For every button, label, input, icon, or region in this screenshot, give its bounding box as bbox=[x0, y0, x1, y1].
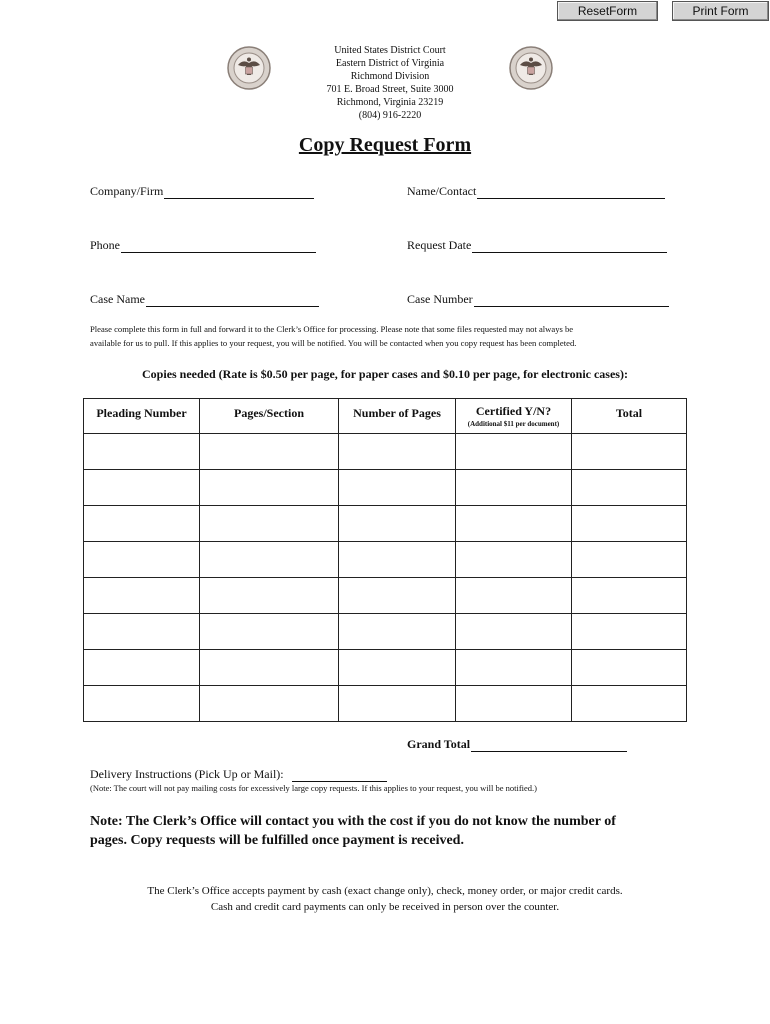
certified-cell[interactable] bbox=[456, 506, 572, 542]
certified-cell[interactable] bbox=[456, 686, 572, 722]
delivery-field[interactable] bbox=[90, 767, 387, 782]
certified-cell[interactable] bbox=[456, 650, 572, 686]
phone-field[interactable] bbox=[90, 238, 316, 253]
case-number-input-line[interactable] bbox=[474, 294, 669, 307]
instructions-line: Please complete this form in full and forward it to the Clerk’s Office for processing. Please note that some files requested may not always be bbox=[90, 324, 574, 334]
pleading-number-cell[interactable] bbox=[84, 650, 200, 686]
company-field[interactable] bbox=[90, 184, 314, 199]
number-of-pages-cell[interactable] bbox=[339, 686, 456, 722]
court-header bbox=[280, 44, 500, 122]
certified-cell[interactable] bbox=[456, 434, 572, 470]
copy-request-table bbox=[83, 398, 687, 722]
certified-fee-note: (Additional $11 per document) bbox=[467, 420, 560, 428]
print-form-button[interactable]: Print Form bbox=[672, 1, 769, 21]
pages-section-cell[interactable] bbox=[200, 614, 339, 650]
certified-cell[interactable] bbox=[456, 470, 572, 506]
request-date-input-line[interactable] bbox=[472, 240, 667, 253]
header-line: United States District Court bbox=[334, 45, 446, 56]
table-row bbox=[84, 578, 687, 614]
column-header: Total bbox=[572, 399, 687, 434]
request-date-label: Request Date bbox=[407, 238, 472, 252]
number-of-pages-cell[interactable] bbox=[339, 650, 456, 686]
header-line: Richmond, Virginia 23219 bbox=[336, 97, 444, 108]
table-row bbox=[84, 650, 687, 686]
payment-info bbox=[0, 883, 770, 915]
table-row bbox=[84, 614, 687, 650]
case-name-input-line[interactable] bbox=[146, 294, 319, 307]
instructions-paragraph bbox=[90, 322, 680, 350]
delivery-label: Delivery Instructions (Pick Up or Mail): bbox=[90, 767, 284, 781]
cost-note-line: Note: The Clerk’s Office will contact you with the cost if you do not know the number of bbox=[90, 814, 616, 829]
column-header: Pages/Section bbox=[200, 399, 339, 434]
cost-note bbox=[90, 812, 690, 850]
number-of-pages-cell[interactable] bbox=[339, 578, 456, 614]
header-line: Eastern District of Virginia bbox=[335, 58, 445, 69]
number-of-pages-cell[interactable] bbox=[339, 506, 456, 542]
number-of-pages-cell[interactable] bbox=[339, 434, 456, 470]
cost-note-line: pages. Copy requests will be fulfilled once payment is received. bbox=[90, 833, 464, 848]
table-row bbox=[84, 470, 687, 506]
total-cell[interactable] bbox=[572, 650, 687, 686]
name-contact-label: Name/Contact bbox=[407, 184, 477, 198]
name-contact-input-line[interactable] bbox=[477, 186, 665, 199]
number-of-pages-cell[interactable] bbox=[339, 470, 456, 506]
table-row bbox=[84, 434, 687, 470]
pages-section-cell[interactable] bbox=[200, 470, 339, 506]
name-contact-field[interactable] bbox=[407, 184, 665, 199]
page-title: Copy Request Form bbox=[298, 134, 472, 156]
table-row bbox=[84, 506, 687, 542]
number-of-pages-cell[interactable] bbox=[339, 542, 456, 578]
pages-section-cell[interactable] bbox=[200, 686, 339, 722]
phone-input-line[interactable] bbox=[121, 240, 316, 253]
pleading-number-cell[interactable] bbox=[84, 470, 200, 506]
reset-form-button[interactable]: ResetForm bbox=[557, 1, 658, 21]
table-row bbox=[84, 542, 687, 578]
column-header: Pleading Number bbox=[84, 399, 200, 434]
certified-cell[interactable] bbox=[456, 614, 572, 650]
total-cell[interactable] bbox=[572, 578, 687, 614]
copies-needed-heading: Copies needed (Rate is $0.50 per page, for paper cases and $0.10 per page, for electronic cases): bbox=[142, 367, 628, 381]
pages-section-cell[interactable] bbox=[200, 434, 339, 470]
instructions-line: available for us to pull. If this applies to your request, you will be notified. You will be contacted when you copy request has been completed. bbox=[90, 338, 577, 348]
pages-section-cell[interactable] bbox=[200, 578, 339, 614]
pleading-number-cell[interactable] bbox=[84, 506, 200, 542]
pleading-number-cell[interactable] bbox=[84, 578, 200, 614]
number-of-pages-cell[interactable] bbox=[339, 614, 456, 650]
grand-total-field[interactable] bbox=[407, 737, 627, 752]
column-header: Number of Pages bbox=[339, 399, 456, 434]
total-cell[interactable] bbox=[572, 506, 687, 542]
pages-section-cell[interactable] bbox=[200, 506, 339, 542]
grand-total-input-line[interactable] bbox=[471, 739, 627, 752]
pages-section-cell[interactable] bbox=[200, 542, 339, 578]
pleading-number-cell[interactable] bbox=[84, 614, 200, 650]
header-line: Richmond Division bbox=[350, 71, 430, 82]
total-cell[interactable] bbox=[572, 434, 687, 470]
column-header: Certified Y/N? (Additional $11 per document) bbox=[456, 399, 572, 434]
total-cell[interactable] bbox=[572, 470, 687, 506]
pleading-number-cell[interactable] bbox=[84, 542, 200, 578]
total-cell[interactable] bbox=[572, 686, 687, 722]
header-line: (804) 916-2220 bbox=[358, 110, 422, 121]
request-date-field[interactable] bbox=[407, 238, 667, 253]
court-seal-icon bbox=[226, 45, 272, 91]
payment-line: The Clerk’s Office accepts payment by cash (exact change only), check, money order, or major credit cards. bbox=[147, 885, 623, 897]
case-number-field[interactable] bbox=[407, 292, 669, 307]
company-label: Company/Firm bbox=[90, 184, 164, 198]
header-line: 701 E. Broad Street, Suite 3000 bbox=[326, 84, 454, 95]
delivery-note: (Note: The court will not pay mailing costs for excessively large copy requests. If this applies to your request, you will be notified.) bbox=[90, 783, 538, 793]
pleading-number-cell[interactable] bbox=[84, 686, 200, 722]
certified-cell[interactable] bbox=[456, 542, 572, 578]
company-input-line[interactable] bbox=[164, 186, 314, 199]
case-name-field[interactable] bbox=[90, 292, 319, 307]
court-seal-icon bbox=[508, 45, 554, 91]
pages-section-cell[interactable] bbox=[200, 650, 339, 686]
certified-cell[interactable] bbox=[456, 578, 572, 614]
delivery-input-line[interactable] bbox=[292, 769, 387, 782]
total-cell[interactable] bbox=[572, 614, 687, 650]
table-header-row bbox=[84, 399, 687, 434]
phone-label: Phone bbox=[90, 238, 120, 252]
pleading-number-cell[interactable] bbox=[84, 434, 200, 470]
grand-total-label: Grand Total bbox=[407, 737, 471, 751]
payment-line: Cash and credit card payments can only be received in person over the counter. bbox=[210, 901, 560, 913]
case-name-label: Case Name bbox=[90, 292, 145, 306]
total-cell[interactable] bbox=[572, 542, 687, 578]
case-number-label: Case Number bbox=[407, 292, 473, 306]
table-row bbox=[84, 686, 687, 722]
